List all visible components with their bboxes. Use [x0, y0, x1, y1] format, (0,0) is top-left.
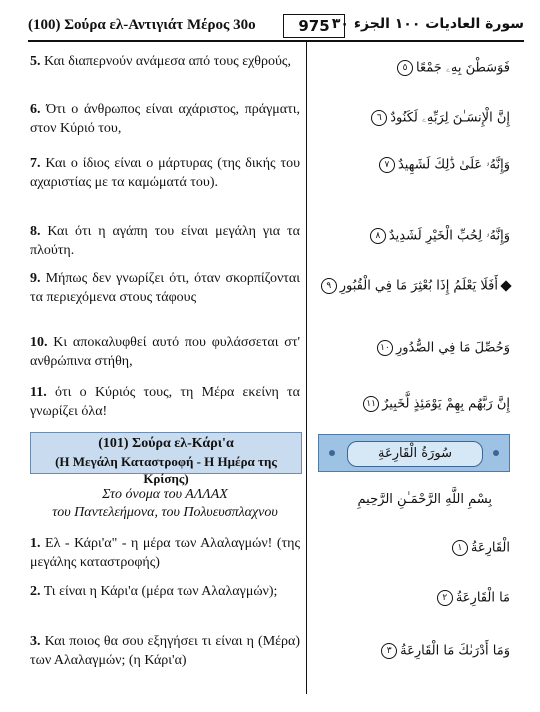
- verse-11-arabic: إِنَّ رَبَّهُم بِهِمْ يَوْمَئِذٍ لَّخَبِيرٌ١١: [363, 396, 510, 412]
- verse-text: ότι ο Κύριός τους, τη Μέρα εκείνη τα γνωρίζει όλα!: [30, 385, 301, 419]
- ayah-marker: ١٠: [377, 340, 393, 356]
- verse-text: Μήπως δεν γνωρίζει ότι, όταν σκορπίζονται τα περιεχόμενα στους τάφους: [30, 271, 300, 305]
- column-divider: [306, 42, 307, 694]
- verse-number: 2.: [30, 584, 41, 599]
- header-surah-arabic: سورة العاديات ١٠٠ الجزء ٣٠: [331, 16, 524, 32]
- verse-8-greek: [30, 222, 300, 260]
- verse-text: Και ποιος θα σου εξηγήσει τι είναι η (Μέρα) των Αλαλαγμών; (η Κάρι'α): [30, 634, 301, 668]
- verse-text: Και ο ίδιος είναι ο μάρτυρας (της δικής του αχαριστίας με τα καμώματά του).: [30, 156, 301, 190]
- verse-6-arabic: إِنَّ الْإِنسَـٰنَ لِرَبِّهِۦ لَكَنُودٌ٦: [371, 110, 510, 126]
- surah-arabic-title: سُورَةُ الْقَارِعَةِ: [347, 441, 483, 467]
- ayah-marker: ١١: [363, 396, 379, 412]
- verse-7-greek: [30, 154, 300, 192]
- header-surah-greek: (100) Σούρα ελ-Αντιγιάτ Μέρος 30ο: [28, 17, 256, 33]
- verse-number: 6.: [30, 102, 41, 117]
- verse-number: 10.: [30, 335, 48, 350]
- verse-7-arabic: وَإِنَّهُۥ عَلَىٰ ذَٰلِكَ لَشَهِيدٌ٧: [379, 157, 510, 173]
- verse-11-greek: [30, 383, 300, 421]
- page-header: [28, 14, 524, 38]
- verse-6-greek: [30, 100, 300, 138]
- bismillah-greek: Στο όνομα του ΑΛΛΑΧ του Παντελεήμονα, του Πολυευσπλαχνου: [52, 487, 278, 520]
- verse-10-arabic: وَحُصِّلَ مَا فِي الصُّدُورِ١٠: [377, 340, 510, 356]
- verse-text: Ελ - Κάρι'α" - η μέρα των Αλαλαγμών! (της μεγάλης καταστροφής): [30, 536, 301, 570]
- ayah-marker: ٨: [370, 228, 386, 244]
- verse-text: Τι είναι η Κάρι'α (μέρα των Αλαλαγμών);: [43, 584, 278, 599]
- ayah-marker: ٣: [381, 643, 397, 659]
- verse-9-greek: [30, 269, 300, 307]
- verse-8-arabic: وَإِنَّهُۥ لِحُبِّ الْخَيْرِ لَشَدِيدٌ٨: [370, 228, 510, 244]
- verse-number: 7.: [30, 156, 41, 171]
- ayah-marker: ٥: [397, 60, 413, 76]
- verse-101-2-arabic: مَا الْقَارِعَةُ٢: [437, 590, 510, 606]
- verse-101-3-greek: [30, 632, 300, 670]
- ayah-marker: ١: [452, 540, 468, 556]
- bismillah-arabic: بِسْمِ اللَّهِ الرَّحْمَـٰنِ الرَّحِيمِ: [357, 492, 492, 507]
- verse-number: 9.: [30, 271, 41, 286]
- verse-number: 8.: [30, 224, 41, 239]
- ornament-dot-icon: [493, 450, 499, 456]
- ayah-marker: ٩: [321, 278, 337, 294]
- verse-10-greek: [30, 333, 300, 371]
- verse-5-greek: [30, 52, 300, 71]
- surah-banner: [30, 432, 302, 486]
- verse-text: Ότι ο άνθρωπος είναι αχάριστος, πράγματι, στον Κύριό του,: [30, 102, 301, 136]
- verse-number: 1.: [30, 536, 41, 551]
- ayah-marker: ٦: [371, 110, 387, 126]
- ayah-marker: ٢: [437, 590, 453, 606]
- verse-number: 5.: [30, 54, 41, 69]
- surah-title: (101) Σούρα ελ-Κάρι'α: [98, 436, 234, 451]
- verse-text: Και διαπερνούν ανάμεσα από τους εχθρούς,: [44, 54, 291, 69]
- verse-number: 3.: [30, 634, 41, 649]
- page-number: 975: [283, 14, 345, 38]
- verse-9-arabic: أَفَلَا يَعْلَمُ إِذَا بُعْثِرَ مَا فِي الْقُبُورِ٩: [321, 278, 510, 294]
- ayah-marker: ٧: [379, 157, 395, 173]
- verse-101-1-arabic: الْقَارِعَةُ١: [452, 540, 510, 556]
- surah-subtitle: (Η Μεγάλη Καταστροφή - Η Ημέρα της Κρίσης): [55, 454, 277, 486]
- verse-number: 11.: [30, 385, 47, 400]
- surah-ornament: [318, 434, 510, 472]
- ornament-dot-icon: [329, 450, 335, 456]
- verse-101-2-greek: [30, 582, 300, 601]
- verse-star-icon: [500, 280, 511, 291]
- header-rule: [28, 40, 524, 42]
- verse-text: Και ότι η αγάπη του είναι μεγάλη για τα πλούτη.: [30, 224, 301, 258]
- verse-5-arabic: فَوَسَطْنَ بِهِۦ جَمْعًا٥: [397, 60, 510, 76]
- verse-101-3-arabic: وَمَا أَدْرَىٰكَ مَا الْقَارِعَةُ٣: [381, 643, 510, 659]
- verse-101-1-greek: [30, 534, 300, 572]
- verse-text: Κι αποκαλυφθεί αυτό που φυλάσσεται στ' ανθρώπινα στήθη,: [30, 335, 301, 369]
